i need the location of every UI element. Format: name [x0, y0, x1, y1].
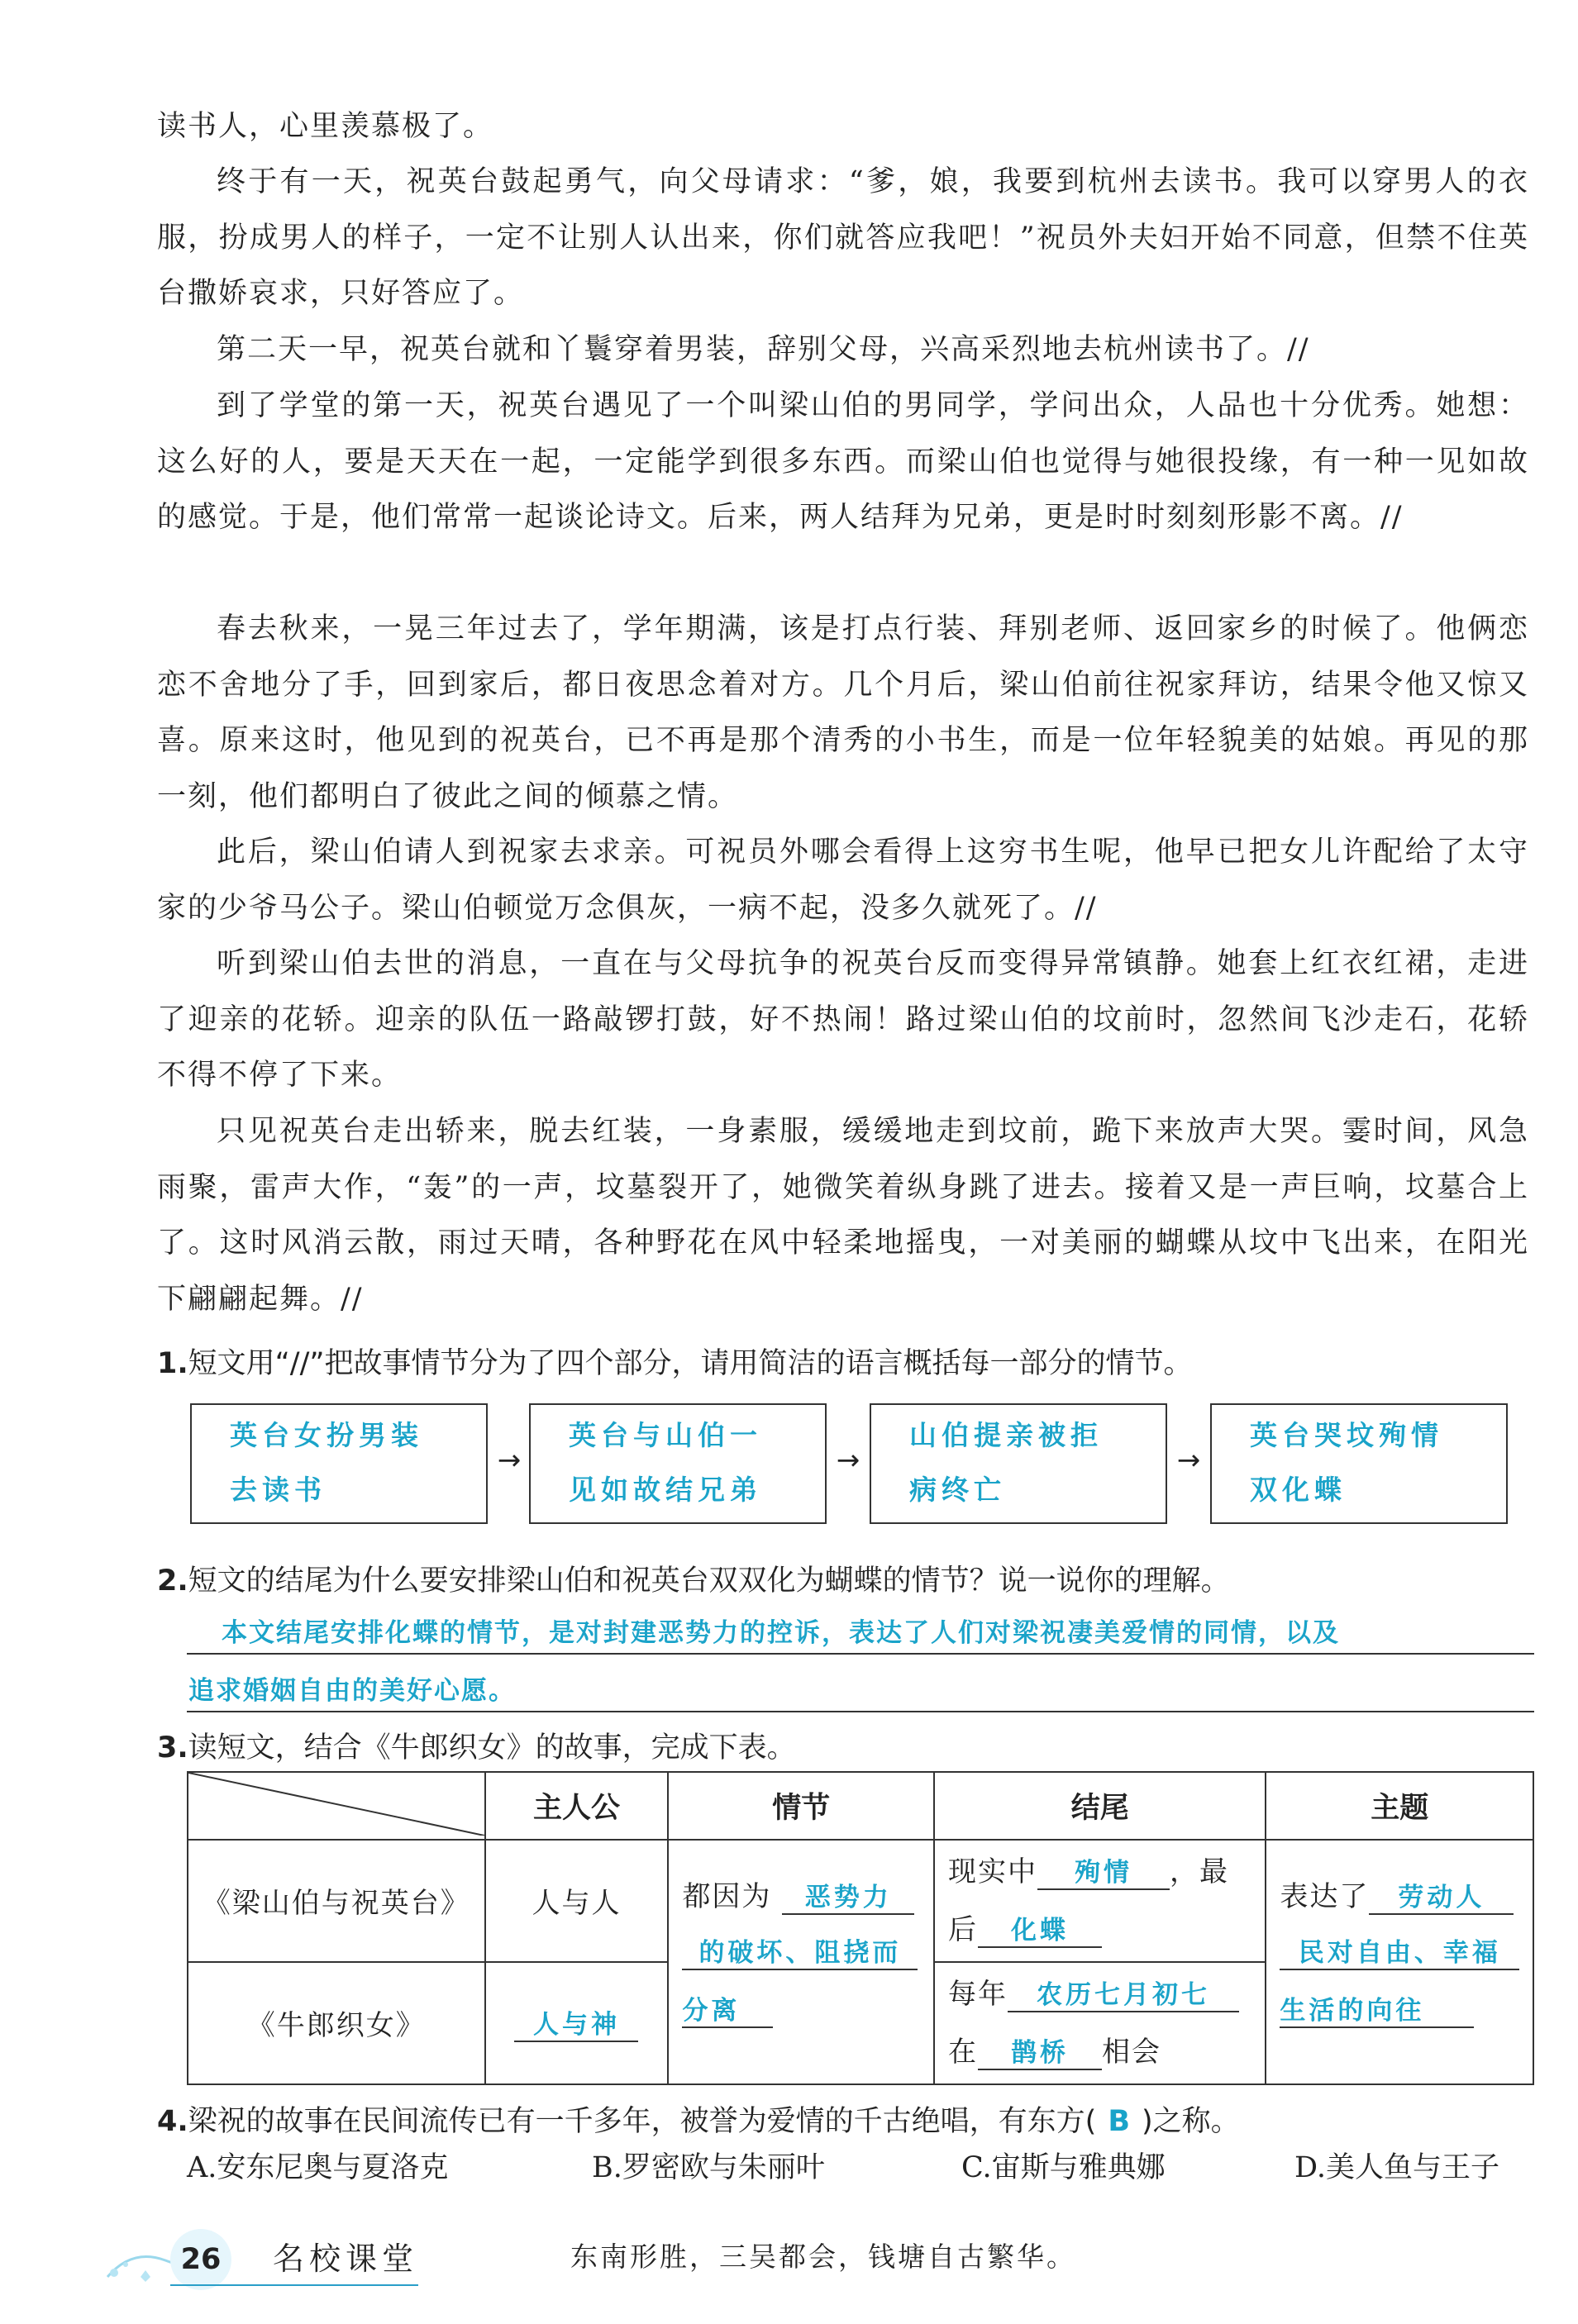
ending-prefix: 在: [947, 2035, 978, 2069]
answer-blank: 劳动人: [1369, 1876, 1514, 1915]
story-paragraph: 终于有一天，祝英台鼓起勇气，向父母请求：“爹，娘，我要到杭州去读书。我可以穿男人的衣服，扮成男人的样子，一定不让别人认出来，你们就答应我吧！”祝员外夫妇开始不同意，但禁不住英台撒娇哀求，只好答应了。: [157, 165, 1529, 310]
choice-a: A.安东尼奥与夏洛克: [187, 2151, 449, 2184]
plot-prefix: 都因为: [682, 1879, 772, 1913]
answer-blank: 农历七月初七: [1008, 1974, 1239, 2012]
answer-blank: 恶势力: [782, 1876, 914, 1915]
row-title: 《梁山伯与祝英台》: [188, 1840, 485, 1962]
footer-quote: 东南形胜，三吴都会，钱塘自古繁华。: [570, 2241, 1076, 2273]
choice-d: D.美人鱼与王子: [1294, 2151, 1499, 2184]
question-text: 短文的结尾为什么要安排梁山伯和祝英台双双化为蝴蝶的情节？说一说你的理解。: [188, 1564, 1230, 1598]
choice-c: C.宙斯与雅典娜: [961, 2151, 1166, 2184]
flow-arrow-icon: →: [497, 1444, 522, 1477]
table-corner-cell: [188, 1772, 485, 1840]
comparison-table: [187, 1771, 1534, 2085]
answer-text: 本文结尾安排化蝶的情节，是对封建恶势力的控诉，表达了人们对梁祝凄美爱情的同情，以及: [222, 1618, 1340, 1648]
flow-box-line: 英台与山伯一: [569, 1419, 762, 1451]
question-number: 4.: [157, 2105, 188, 2138]
story-paragraph: 读书人，心里羡慕极了。: [157, 110, 494, 143]
choice-b: B.罗密欧与朱丽叶: [592, 2151, 825, 2184]
flow-arrow-icon: →: [836, 1444, 861, 1477]
answer-choice: B: [1108, 2105, 1131, 2138]
question-text: 梁祝的故事在民间流传已有一千多年，被誉为爱情的千古绝唱，有东方(: [188, 2105, 1097, 2138]
question-number: 1.: [157, 1347, 188, 1380]
question-3: [157, 1727, 1529, 1769]
question-text: 读短文，结合《牛郎织女》的故事，完成下表。: [188, 1731, 796, 1764]
answer-blank: 民对自由、幸福: [1280, 1931, 1519, 1970]
flow-box-3: [870, 1403, 1167, 1524]
answer-line: [187, 1711, 1534, 1712]
theme-cell: [1266, 1840, 1533, 2084]
story-paragraph: 只见祝英台走出轿来，脱去红装，一身素服，缓缓地走到坟前，跪下来放声大哭。霎时间，风急雨聚，雷声大作，“轰”的一声，坟墓裂开了，她微笑着纵身跳了进去。接着又是一声巨响，坟墓合上了。这时风消云散，雨过天晴，各种野花在风中轻柔地摇曳，一对美丽的蝴蝶从坟中飞出来，在阳光下翩翩起舞。//: [157, 1115, 1529, 1316]
table-header: 主人公: [485, 1772, 669, 1840]
answer-text: 追求婚姻自由的美好心愿。: [188, 1676, 516, 1706]
answer-blank: 分离: [682, 1989, 773, 2028]
flow-box-line: 英台女扮男装: [230, 1419, 423, 1451]
ending-prefix: 现实中: [947, 1855, 1037, 1888]
flow-box-1: [190, 1403, 488, 1524]
question-number: 3.: [157, 1731, 188, 1764]
page-number: 26: [170, 2229, 231, 2290]
question-2: [157, 1560, 1529, 1602]
story-paragraph: 第二天一早，祝英台就和丫鬟穿着男装，辞别父母，兴高采烈地去杭州读书了。//: [217, 333, 1310, 366]
ending-cell: [934, 1962, 1266, 2084]
table-header: 结尾: [934, 1772, 1266, 1840]
answer-blank: 鹊桥: [978, 2031, 1102, 2070]
ending-prefix: 后: [947, 1912, 978, 1946]
ending-cell: [934, 1840, 1266, 1962]
question-4: [157, 2101, 1529, 2142]
answer-blank: 生活的向往: [1280, 1989, 1474, 2028]
answer-blank: 化蝶: [978, 1909, 1102, 1948]
hero-cell: [485, 1962, 669, 2084]
question-number: 2.: [157, 1564, 188, 1598]
answer-line: [187, 1653, 1534, 1655]
flow-box-4: [1210, 1403, 1508, 1524]
answer-blank: 的破坏、阻挠而: [682, 1931, 918, 1970]
flow-box-line: 双化蝶: [1250, 1474, 1347, 1506]
story-paragraph: 到了学堂的第一天，祝英台遇见了一个叫梁山伯的男同学，学问出众，人品也十分优秀。她想：这么好的人，要是天天在一起，一定能学到很多东西。而梁山伯也觉得与她很投缘，有一种一见如故的感觉。于是，他们常常一起谈论诗文。后来，两人结拜为兄弟，更是时时刻刻形影不离。//: [157, 389, 1529, 534]
story-paragraph: 听到梁山伯去世的消息，一直在与父母抗争的祝英台反而变得异常镇静。她套上红衣红裙，走进了迎亲的花轿。迎亲的队伍一路敲锣打鼓，好不热闹！路过梁山伯的坟前时，忽然间飞沙走石，花轿不得不停了下来。: [157, 947, 1529, 1092]
table-header: 情节: [668, 1772, 934, 1840]
flow-box-line: 英台哭坟殉情: [1250, 1419, 1443, 1451]
theme-prefix: 表达了: [1280, 1879, 1370, 1913]
diagonal-line: [188, 1773, 484, 1836]
footer-divider: [170, 2284, 418, 2286]
flow-box-2: [529, 1403, 827, 1524]
flow-box-line: 山伯提亲被拒: [909, 1419, 1103, 1451]
answer-blank: 殉情: [1037, 1851, 1170, 1890]
hero-cell: 人与人: [485, 1840, 669, 1962]
flow-box-line: 见如故结兄弟: [569, 1474, 762, 1506]
table-header: 主题: [1266, 1772, 1533, 1840]
question-text: )之称。: [1142, 2105, 1240, 2138]
story-paragraph: 此后，梁山伯请人到祝家去求亲。可祝员外哪会看得上这穷书生呢，他早已把女儿许配给了太守家的少爷马公子。梁山伯顿觉万念俱灰，一病不起，没多久就死了。//: [157, 836, 1529, 925]
ending-mid: ，最: [1169, 1855, 1229, 1888]
ending-prefix: 每年: [947, 1977, 1008, 2011]
question-1: [157, 1343, 1529, 1384]
question-text: 短文用“//”把故事情节分为了四个部分，请用简洁的语言概括每一部分的情节。: [188, 1347, 1193, 1380]
flow-box-line: 去读书: [230, 1474, 327, 1506]
flow-arrow-icon: →: [1176, 1444, 1201, 1477]
book-title: 名校课堂: [273, 2241, 419, 2277]
plot-cell: [668, 1840, 934, 2084]
answer-blank: 人与神: [514, 2003, 638, 2042]
flow-box-line: 病终亡: [909, 1474, 1006, 1506]
row-title: 《牛郎织女》: [188, 1962, 485, 2084]
ending-suffix: 相会: [1101, 2035, 1161, 2069]
story-paragraph: 春去秋来，一晃三年过去了，学年期满，该是打点行装、拜别老师、返回家乡的时候了。他俩恋恋不舍地分了手，回到家后，都日夜思念着对方。几个月后，梁山伯前往祝家拜访，结果令他又惊又喜。原来这时，他见到的祝英台，已不再是那个清秀的小书生，而是一位年轻貌美的姑娘。再见的那一刻，他们都明白了彼此之间的倾慕之情。: [157, 612, 1529, 813]
